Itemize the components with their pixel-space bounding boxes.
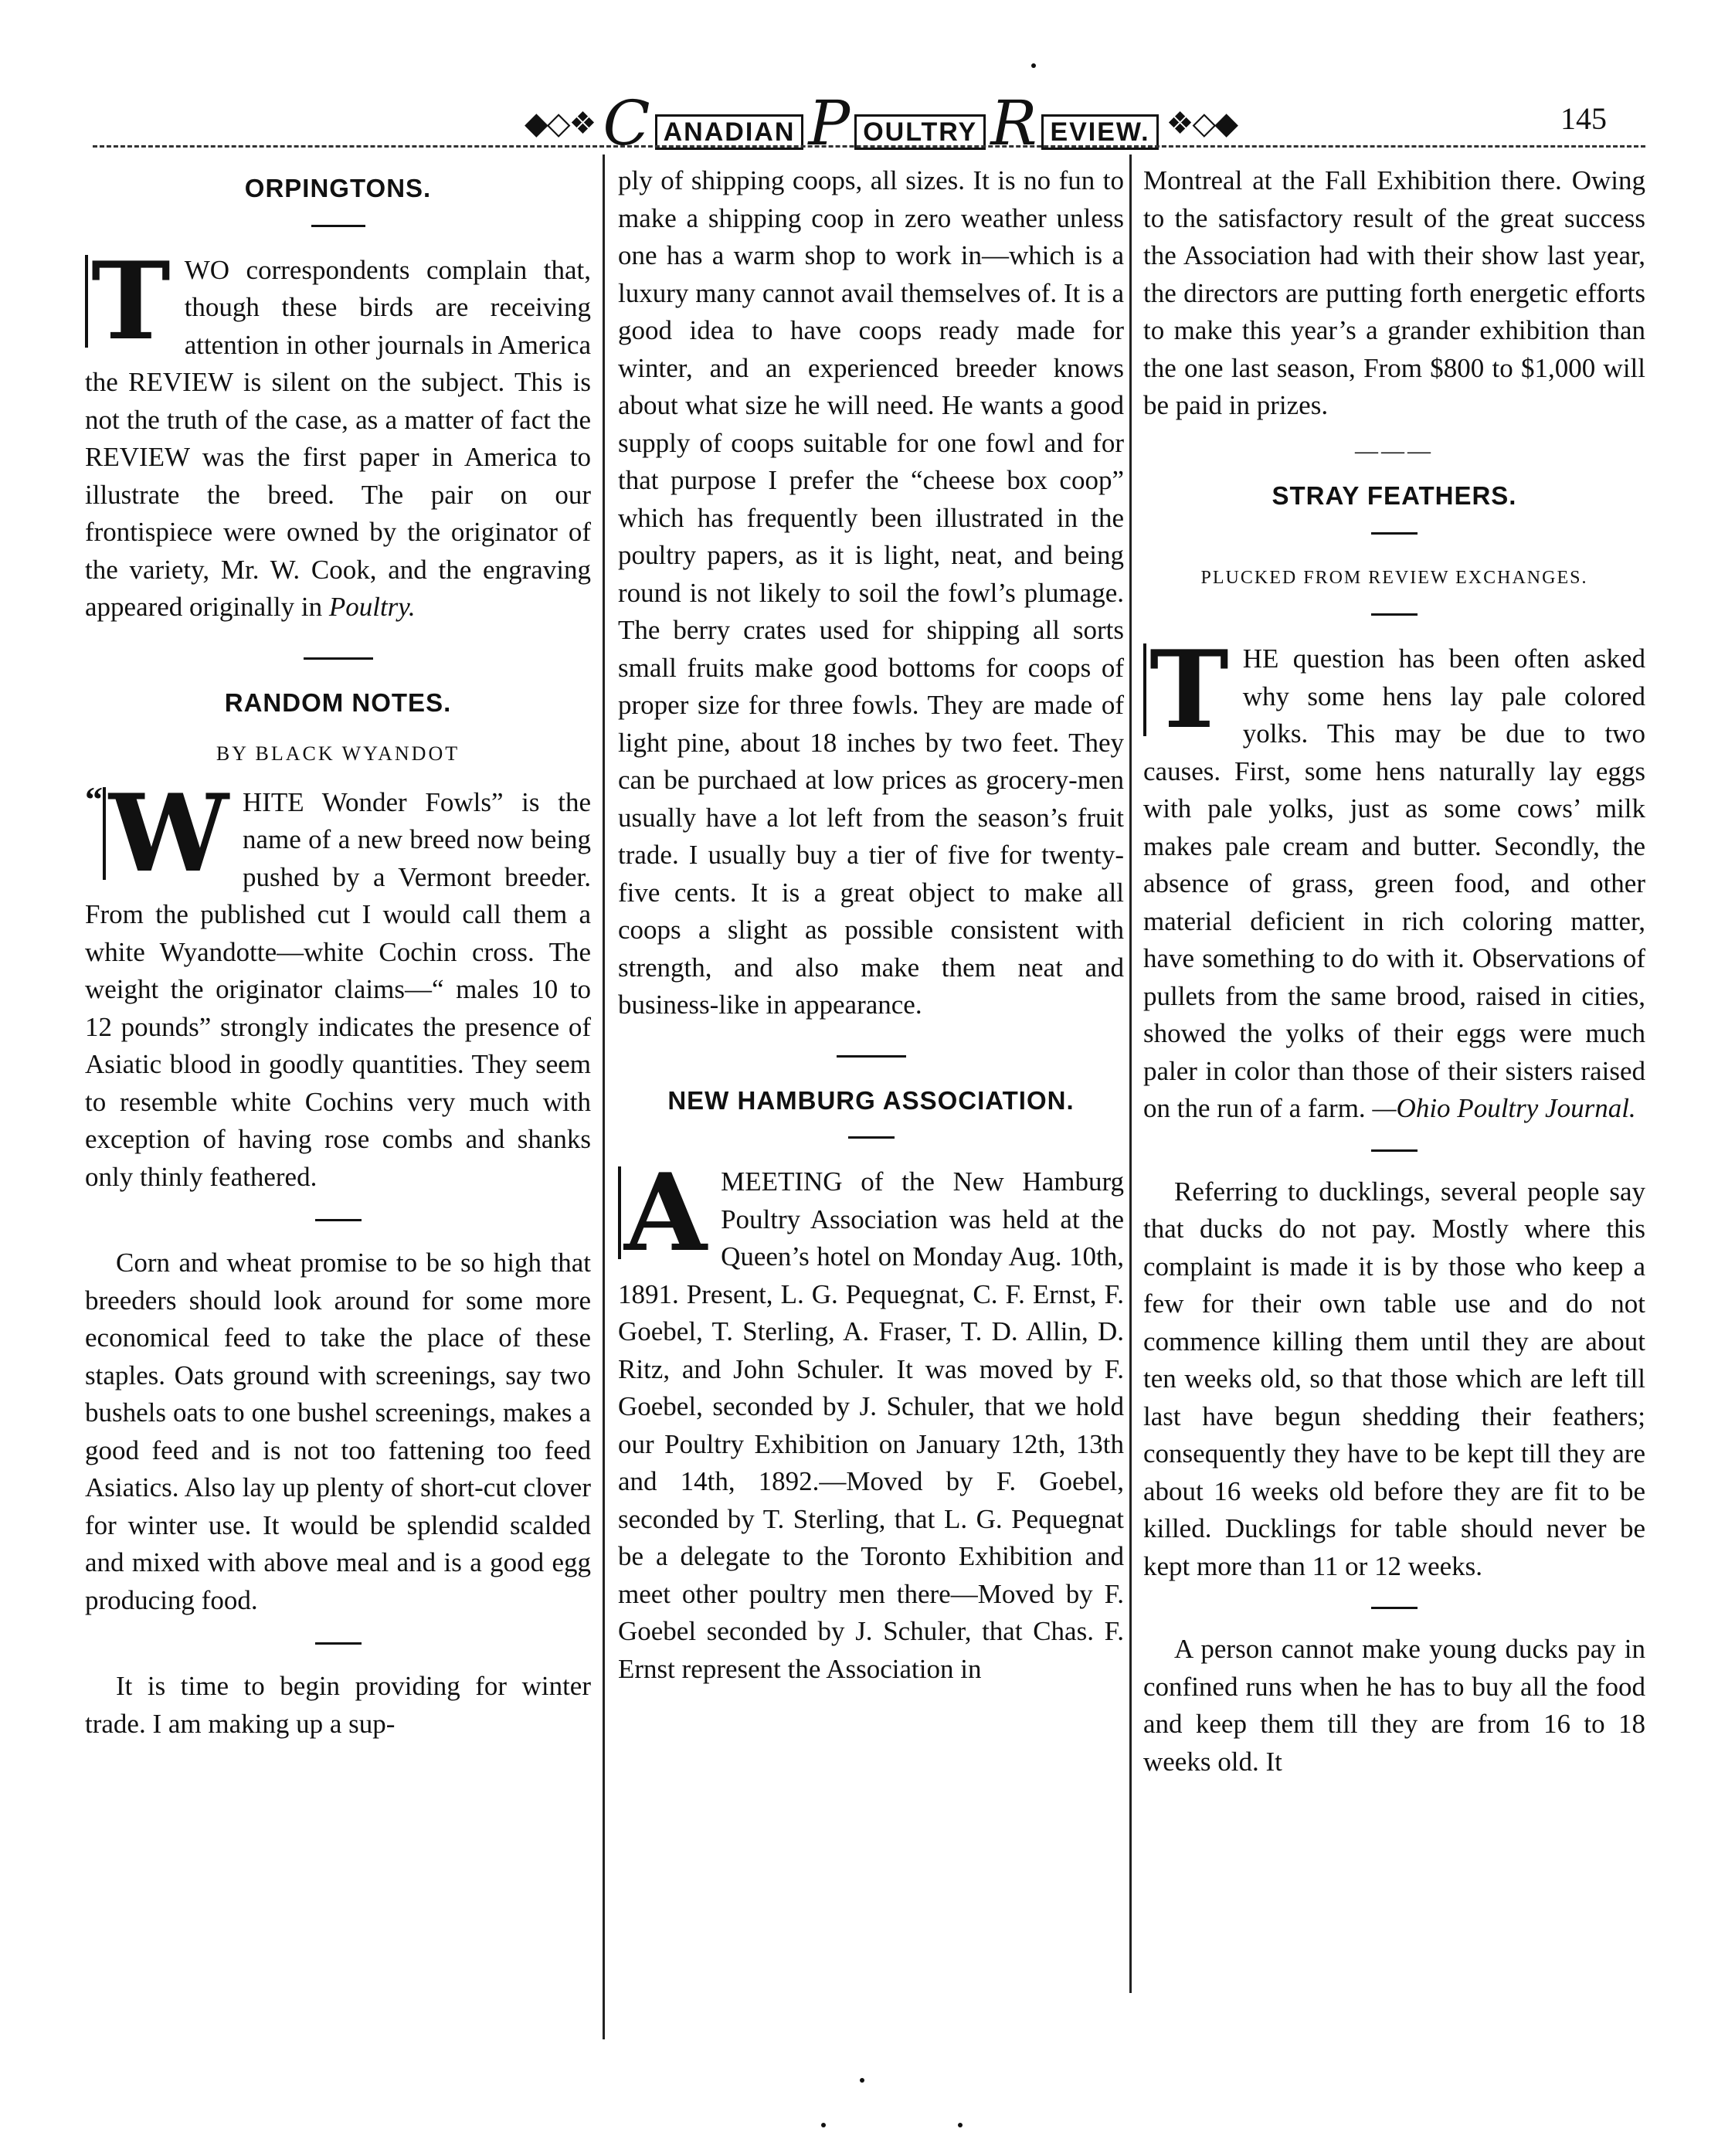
drop-cap: W [103, 787, 232, 880]
print-speck [958, 2123, 963, 2127]
article-stray-feathers-3: A person cannot make young ducks pay in confined runs when he has to buy all the food and keep them till they are from 16 to 18 weeks old. It [1143, 1634, 1645, 1777]
dash-separator: ——— [1355, 437, 1434, 463]
drop-cap: A [618, 1166, 710, 1259]
column-3 [1143, 162, 1645, 1781]
separator [315, 1642, 362, 1645]
separator [311, 225, 365, 227]
header-rule [93, 145, 1645, 148]
heading-orpingtons: ORPINGTONS. [244, 174, 432, 202]
article-stray-feathers-1: T HE question has been often asked why some hens lay pale colored yolks. This may be due to two causes. First, some hens naturally lay eggs with pale yolks, just as some cows’ milk makes pale cream and butter. Secondly, the absence of grass, green food, and other material deficient in rich coloring matter, have something to do with it. Observations of pullets from the same brood, raised in cities, showed the yolks of their eggs were much paler in color than those of their sisters raised on the run of a farm. —Ohio Poultry Journal. [1143, 626, 1645, 1123]
masthead-title: C ANADIAN P OULTRY R EVIEW. [603, 93, 1158, 154]
article-random-notes-1: “ W HITE Wonder Fowls” is the name of a new breed now being pushed by a Vermont breeder. From the published cut I would call them a white Wyandotte—white Cochin cross. The weight the originator claims—“ males 10 to 12 pounds” strongly indicates the presence of Asiatic blood in goodly quantities. They seem to resemble white Cochins very much with exception of having rose combs and shanks only thinly feathered. [85, 769, 591, 1192]
print-speck [1031, 63, 1036, 68]
right-ornament-icon: ❖◇◆ [1166, 106, 1237, 141]
heading-stray-feathers: STRAY FEATHERS. [1272, 481, 1517, 510]
article-orpingtons: T WO correspondents complain that, though these birds are receiving attention in other journals in America the REVIEW is silent on the subject. This is not the truth of the case, as a matter of fact the REVIEW was the first paper in America to illustrate the breed. The pair on our frontispiece were owned by the originator of the variety, Mr. W. Cook, and the engraving appeared originally in Poultry. [85, 237, 591, 622]
separator [1371, 532, 1418, 535]
article-new-hamburg-continued: Montreal at the Fall Exhibition there. Owing to the satisfactory result of the great success the Association had with their show last year, the directors are putting forth energetic efforts to make this year’s a grander exhibition than the one last season, From $800 to $1,000 will be paid in prizes. [1143, 165, 1645, 420]
left-ornament-icon: ◆◇❖ [525, 106, 596, 141]
drop-cap: T [85, 255, 174, 348]
column-divider-2 [1129, 154, 1132, 1993]
separator [1371, 613, 1418, 616]
article-random-notes-3: It is time to begin providing for winter trade. I am making up a sup- [85, 1671, 591, 1739]
article-random-notes-2: Corn and wheat promise to be so high that breeders should look around for some more economical feed to take the place of these staples. Oats ground with screenings, say two bushels oats to one bushel screenings, makes a good feed and is not too fattening too feed Asiatics. Also lay up plenty of short-cut clover for winter use. It would be splendid scalded and mixed with above meal and is a good egg producing food. [85, 1248, 591, 1615]
separator [304, 657, 373, 660]
separator [1371, 1149, 1418, 1152]
separator [315, 1219, 362, 1221]
masthead [525, 87, 1237, 159]
separator [1371, 1607, 1418, 1609]
heading-random-notes: RANDOM NOTES. [224, 688, 452, 717]
column-2 [618, 162, 1124, 1688]
article-stray-feathers-2: Referring to ducklings, several people say that ducks do not pay. Mostly where this complaint is made it is by those who keep a few for their own table use and do not commence killing them until they are about ten weeks old, so that those which are left till last have begun shedding their feathers; consequently they have to be kept till they are about 16 weeks old before they are fit to be killed. Ducklings for table should never be kept more than 11 or 12 weeks. [1143, 1176, 1645, 1581]
byline: BY BLACK WYANDOT [216, 742, 460, 765]
print-speck [860, 2078, 864, 2083]
print-speck [821, 2123, 826, 2127]
article-new-hamburg: A MEETING of the New Hamburg Poultry Association was held at the Queen’s hotel on Monday Aug. 10th, 1891. Present, L. G. Pequegnat, C. F. Ernst, F. Goebel, T. Sterling, A. Fraser, T. D. Allin, D. Ritz, and John Schuler. It was moved by F. Goebel, seconded by J. Schuler, that we hold our Poultry Exhibition on January 12th, 13th and 14th, 1892.—Moved by F. Goebel, seconded by T. Sterling, that L. G. Pequegnat be a delegate to the Toronto Exhibition and meet other poultry men there—Moved by F. Goebel seconded by J. Schuler, that Chas. F. Ernst represent the Association in [618, 1149, 1124, 1684]
separator [837, 1055, 906, 1058]
separator [848, 1136, 895, 1139]
heading-new-hamburg: NEW HAMBURG ASSOCIATION. [667, 1085, 1075, 1115]
subheading-plucked: PLUCKED FROM REVIEW EXCHANGES. [1200, 567, 1588, 588]
article-random-notes-continued: ply of shipping coops, all sizes. It is no fun to make a shipping coop in zero weather unless one has a warm shop to work in—which is a luxury many cannot avail themselves of. It is a good idea to have coops ready made for winter, and an experienced breeder knows about what size he will need. He wants a good supply of coops suitable for one fowl and for that purpose I prefer the “cheese box coop” which has frequently been illustrated in the poultry papers, as it is light, neat, and being round is not likely to soil the fowl’s plumage. The berry crates used for shipping all sorts small fruits make good bottoms for coops of proper size for three fowls. They are made of light pine, about 18 inches by two feet. They can be purchaed at low prices as grocery-men usually have a lot left from the season’s fruit trade. I usually buy a tier of five for twenty-five cents. It is a great object to make all coops a slight as possible consistent with strength, and also make them neat and business-like in appearance. [618, 165, 1124, 1020]
column-1 [85, 162, 591, 1743]
drop-cap: T [1143, 643, 1232, 736]
page-number: 145 [1560, 101, 1607, 136]
column-divider-1 [603, 154, 605, 2039]
